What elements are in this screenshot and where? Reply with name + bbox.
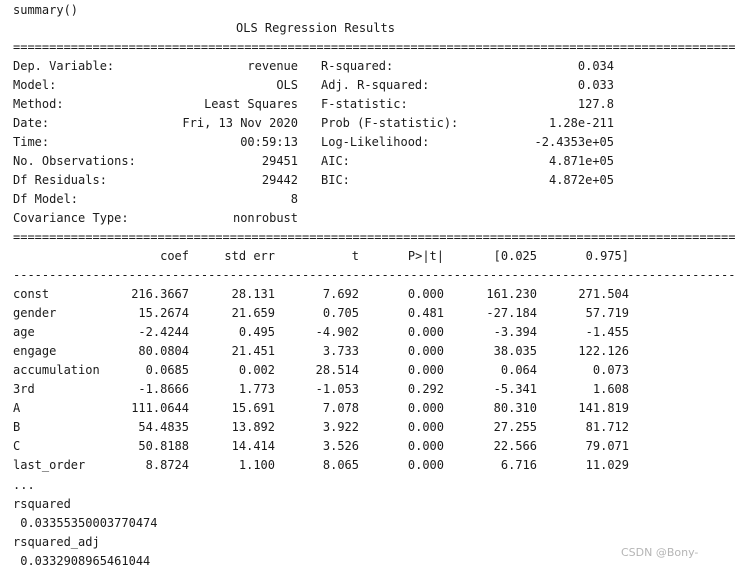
column-header: P>|t|: [407, 249, 444, 263]
table-cell: 0.0685: [145, 363, 189, 377]
rsquared-adj-value: 0.0332908965461044: [13, 554, 151, 568]
info-label: Date:: [13, 116, 50, 130]
stat-value: -2.4353e+05: [534, 135, 614, 149]
info-value: Least Squares: [204, 97, 298, 111]
info-value: Fri, 13 Nov 2020: [182, 116, 298, 130]
info-label: Df Model:: [13, 192, 79, 206]
table-cell: 3.733: [322, 344, 359, 358]
table-cell: 8.8724: [145, 458, 189, 472]
table-cell: -27.184: [486, 306, 537, 320]
table-cell: 141.819: [578, 401, 629, 415]
table-cell: 15.2674: [138, 306, 189, 320]
row-name: gender: [13, 306, 57, 320]
info-value: OLS: [276, 78, 298, 92]
table-cell: 7.692: [322, 287, 359, 301]
table-cell: 0.000: [407, 420, 444, 434]
table-cell: 0.000: [407, 439, 444, 453]
table-cell: 81.712: [585, 420, 629, 434]
table-cell: 22.566: [493, 439, 537, 453]
stat-value: 0.034: [577, 59, 614, 73]
row-name: engage: [13, 344, 57, 358]
table-cell: 79.071: [585, 439, 629, 453]
info-value: nonrobust: [232, 211, 298, 225]
table-cell: 122.126: [578, 344, 629, 358]
column-header: [0.025: [493, 249, 537, 263]
info-value: 29442: [261, 173, 298, 187]
column-header: std err: [224, 249, 275, 263]
info-value: 29451: [261, 154, 298, 168]
info-label: No. Observations:: [13, 154, 136, 168]
table-cell: 0.064: [500, 363, 537, 377]
info-value: revenue: [247, 59, 298, 73]
stat-label: Prob (F-statistic):: [321, 116, 459, 130]
info-label: Dep. Variable:: [13, 59, 115, 73]
stat-label: Adj. R-squared:: [321, 78, 430, 92]
stat-label: BIC:: [321, 173, 350, 187]
table-cell: 0.495: [238, 325, 275, 339]
table-cell: -3.394: [493, 325, 537, 339]
info-label: Time:: [13, 135, 50, 149]
stat-value: 4.872e+05: [548, 173, 614, 187]
info-label: Model:: [13, 78, 57, 92]
table-cell: 161.230: [486, 287, 537, 301]
column-header: 0.975]: [585, 249, 629, 263]
table-cell: 1.773: [238, 382, 275, 396]
row-name: last_order: [13, 458, 86, 472]
table-cell: 28.514: [315, 363, 359, 377]
stat-label: R-squared:: [321, 59, 394, 73]
table-cell: -4.902: [315, 325, 359, 339]
table-cell: 7.078: [322, 401, 359, 415]
results-title: OLS Regression Results: [236, 21, 395, 35]
rsquared-value: 0.03355350003770474: [13, 516, 158, 530]
table-cell: 28.131: [231, 287, 275, 301]
row-name: A: [13, 401, 21, 415]
info-value: 00:59:13: [240, 135, 298, 149]
table-cell: 21.451: [231, 344, 275, 358]
table-cell: 0.000: [407, 363, 444, 377]
row-name: const: [13, 287, 50, 301]
table-cell: 14.414: [231, 439, 275, 453]
table-cell: 0.292: [407, 382, 444, 396]
table-cell: 8.065: [322, 458, 359, 472]
row-name: B: [13, 420, 21, 434]
table-cell: 216.3667: [131, 287, 189, 301]
top-separator: ====================================================================================================: [13, 40, 735, 54]
column-header: coef: [160, 249, 189, 263]
mid-separator: ====================================================================================================: [13, 230, 735, 244]
table-cell: 57.719: [585, 306, 629, 320]
stat-value: 0.033: [577, 78, 614, 92]
info-label: Covariance Type:: [13, 211, 129, 225]
table-cell: 21.659: [231, 306, 275, 320]
row-name: age: [13, 325, 35, 339]
table-cell: 0.000: [407, 287, 444, 301]
table-cell: 3.526: [322, 439, 359, 453]
table-cell: -1.8666: [138, 382, 189, 396]
info-label: Method:: [13, 97, 64, 111]
watermark-text: CSDN @Bony-: [621, 546, 699, 559]
table-cell: -2.4244: [138, 325, 189, 339]
table-cell: 6.716: [500, 458, 537, 472]
stat-value: 127.8: [577, 97, 614, 111]
table-cell: 11.029: [585, 458, 629, 472]
table-cell: 111.0644: [131, 401, 189, 415]
table-cell: 0.002: [238, 363, 275, 377]
rsquared-label: rsquared: [13, 497, 71, 511]
row-name: accumulation: [13, 363, 100, 377]
stat-label: F-statistic:: [321, 97, 408, 111]
table-cell: 0.073: [592, 363, 629, 377]
info-value: 8: [290, 192, 298, 206]
table-cell: 0.481: [407, 306, 444, 320]
stat-value: 4.871e+05: [548, 154, 614, 168]
table-cell: 0.000: [407, 458, 444, 472]
table-cell: 0.000: [407, 325, 444, 339]
table-cell: 54.4835: [138, 420, 189, 434]
command-text: summary(): [13, 3, 79, 17]
table-cell: -1.053: [315, 382, 359, 396]
table-cell: 15.691: [231, 401, 275, 415]
table-cell: 27.255: [493, 420, 537, 434]
table-cell: 1.608: [592, 382, 629, 396]
stat-value: 1.28e-211: [548, 116, 614, 130]
stat-label: Log-Likelihood:: [321, 135, 430, 149]
table-cell: 38.035: [493, 344, 537, 358]
table-cell: 1.100: [238, 458, 275, 472]
column-header: t: [351, 249, 359, 263]
info-label: Df Residuals:: [13, 173, 107, 187]
table-cell: 80.310: [493, 401, 537, 415]
table-cell: 80.0804: [138, 344, 189, 358]
table-cell: 3.922: [322, 420, 359, 434]
row-name: 3rd: [13, 382, 35, 396]
table-cell: -1.455: [585, 325, 629, 339]
table-cell: 271.504: [578, 287, 629, 301]
row-name: C: [13, 439, 21, 453]
table-cell: 50.8188: [138, 439, 189, 453]
table-cell: 0.705: [322, 306, 359, 320]
rsquared-adj-label: rsquared_adj: [13, 535, 100, 549]
dash-separator: ----------------------------------------------------------------------------------------------------: [13, 268, 735, 282]
table-cell: 0.000: [407, 344, 444, 358]
table-cell: -5.341: [493, 382, 537, 396]
table-cell: 13.892: [231, 420, 275, 434]
stat-label: AIC:: [321, 154, 350, 168]
table-cell: 0.000: [407, 401, 444, 415]
ellipsis-text: ...: [13, 478, 35, 492]
